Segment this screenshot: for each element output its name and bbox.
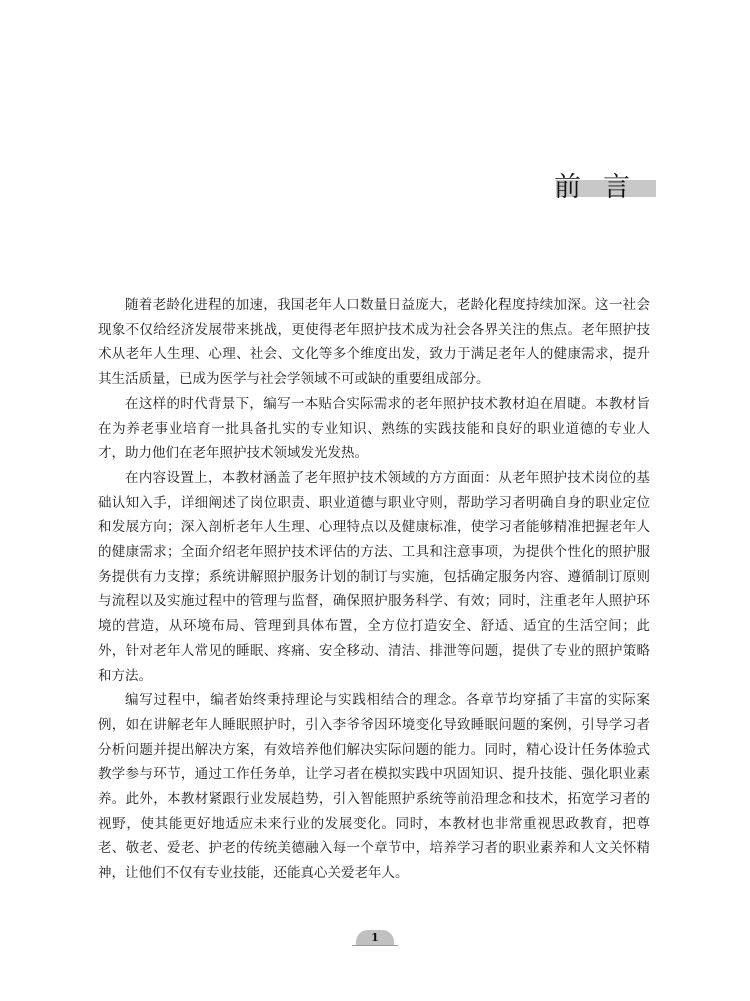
paragraph: 编写过程中，编者始终秉持理论与实践相结合的理念。各章节均穿插了丰富的实际案例，如在讲解老年人睡眠照护时，引入李爷爷因环境变化导致睡眠问题的案例，引导学习者分析问题并提出解决方案，有效培养他们解决实际问题的能力。同时，精心设计任务体验式教学参与环节，通过工作任务单，让学习者在模拟实践中巩固知识、提升技能、强化职业素养。此外，本教材紧跟行业发展趋势，引入智能照护系统等前沿理念和技术，拓宽学习者的视野，使其能更好地适应未来行业的发展变化。同时，本教材也非常重视思政教育，把尊老、敬老、爱老、护老的传统美德融入每一个章节中，培养学习者的职业素养和人文关怀精神，让他们不仅有专业技能，还能真心关爱老年人。 [98,692,650,882]
footer-rule [352,945,398,946]
page-title: 前言 [554,172,652,203]
paragraph: 在这样的时代背景下，编写一本贴合实际需求的老年照护技术教材迫在眉睫。本教材旨在为养老事业培育一批具备扎实的专业知识、熟练的实践技能和良好的职业道德的专业人才，助力他们在老年照护技术领域发光发热。 [98,395,650,462]
page-footer [356,930,394,946]
page-number: 1 [371,931,379,944]
paragraph: 在内容设置上，本教材涵盖了老年照护技术领域的方方面面：从老年照护技术岗位的基础认知入手，详细阐述了岗位职责、职业道德与职业守则，帮助学习者明确自身的职业定位和发展方向；深入剖析老年人生理、心理特点以及健康标准，使学习者能够精准把握老年人的健康需求；全面介绍老年照护技术评估的方法、工具和注意事项，为提供个性化的照护服务提供有力支撑；系统讲解照护服务计划的制订与实施，包括确定服务内容、遵循制订原则与流程以及实施过程中的管理与监督，确保照护服务科学、有效；同时，注重老年人照护环境的营造，从环境布局、管理到具体布置，全方位打造安全、舒适、适宜的生活空间；此外，针对老年人常见的睡眠、疼痛、安全移动、清洁、排泄等问题，提供了专业的照护策略和方法。 [98,469,650,684]
preface-body [98,293,650,886]
paragraph: 随着老龄化进程的加速，我国老年人口数量日益庞大，老龄化程度持续加深。这一社会现象不仅给经济发展带来挑战，更使得老年照护技术成为社会各界关注的焦点。老年照护技术从老年人生理、心理、社会、文化等多个维度出发，致力于满足老年人的健康需求，提升其生活质量，已成为医学与社会学领域不可或缺的重要组成部分。 [98,297,650,388]
preface-heading [544,168,656,208]
